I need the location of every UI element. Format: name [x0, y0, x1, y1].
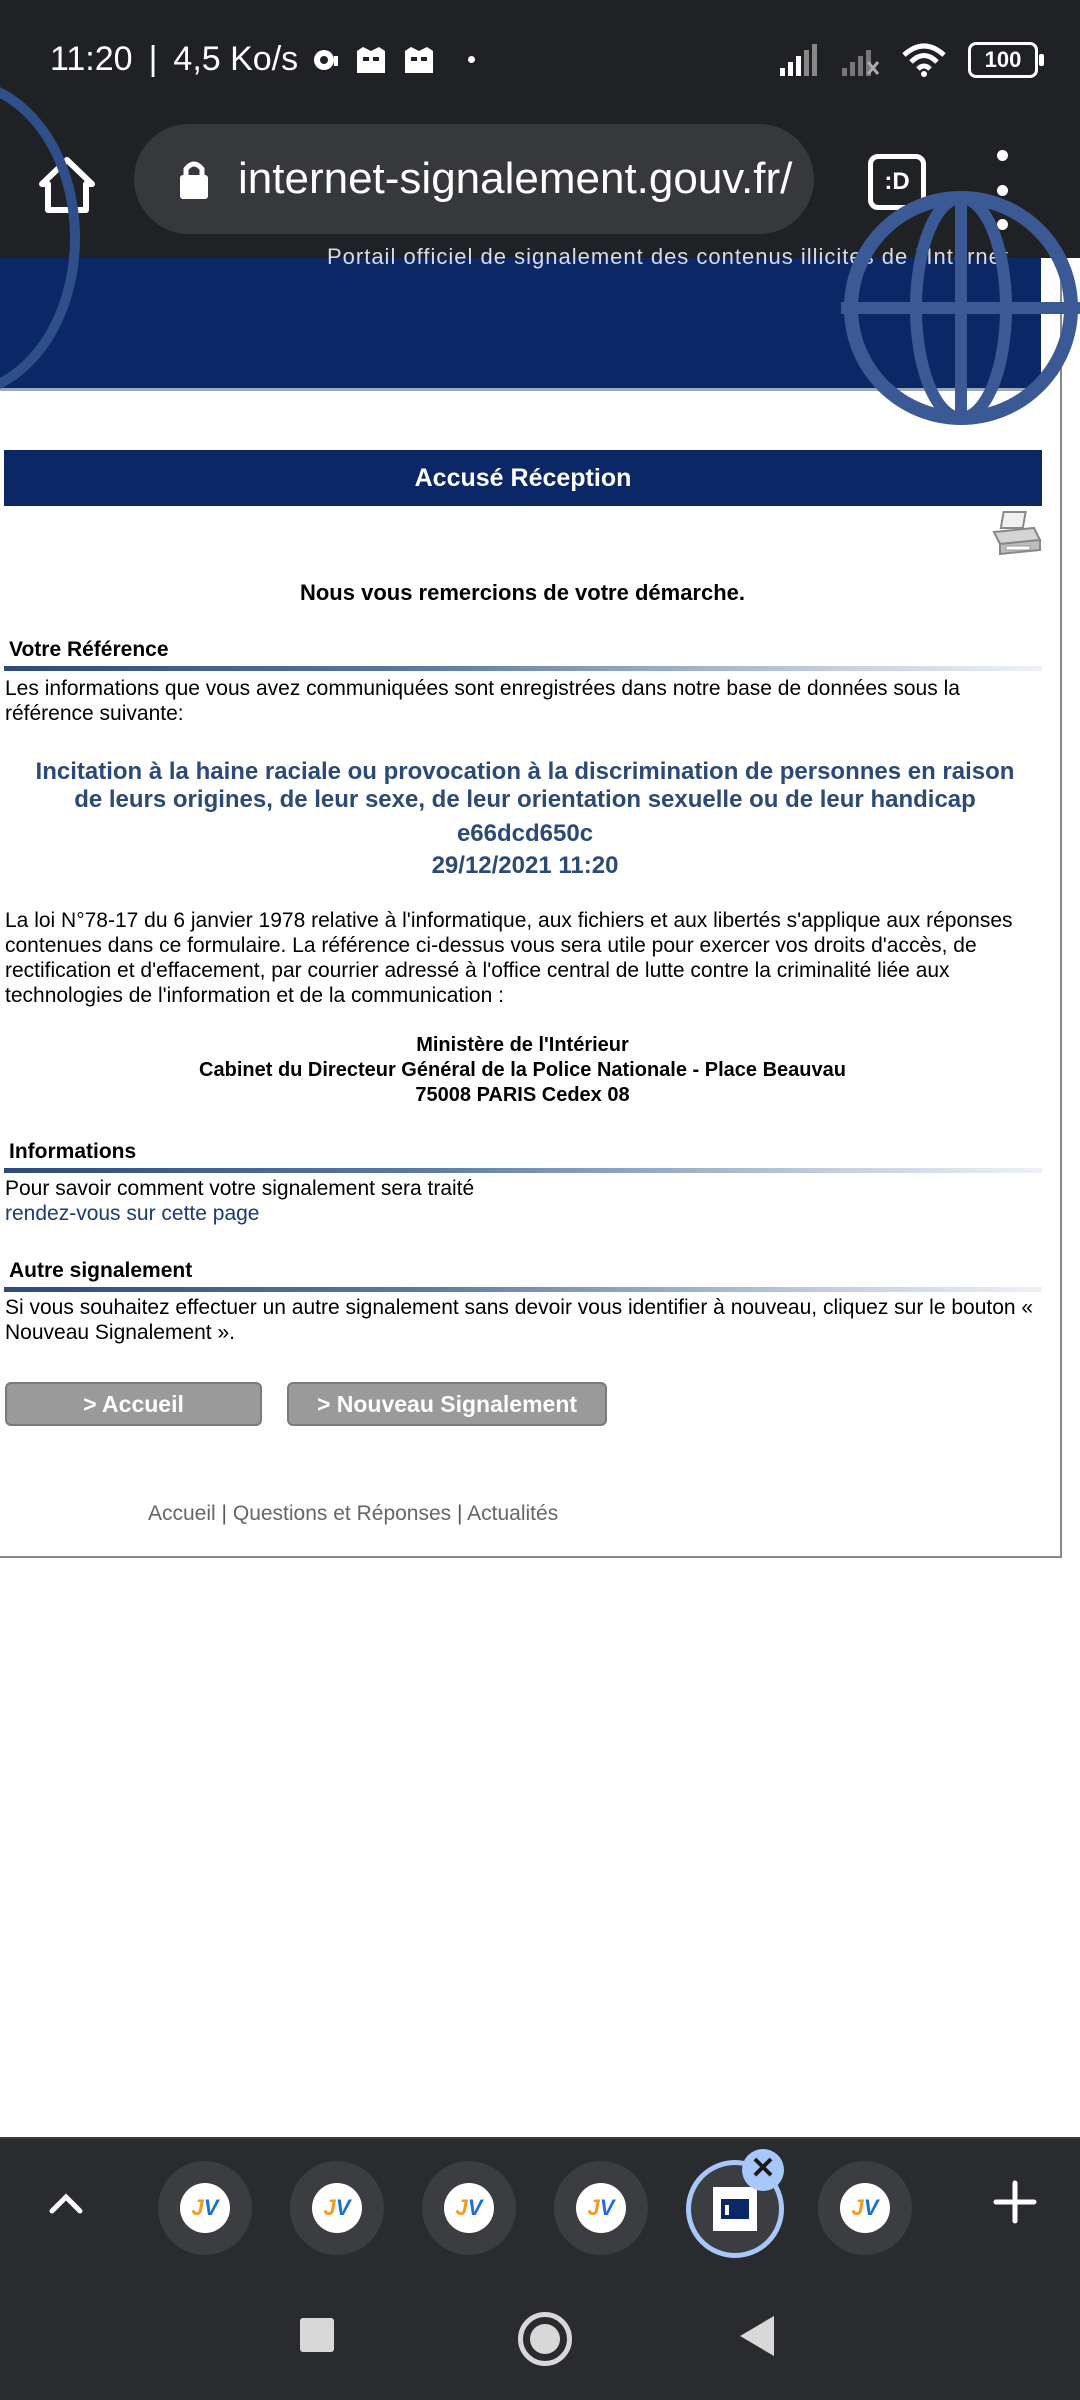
tab-strip: [0, 2137, 1080, 2272]
status-right: [778, 42, 1038, 78]
address-bar[interactable]: [134, 124, 814, 234]
signal-icon: [778, 44, 818, 76]
report-category: Incitation à la haine raciale ou provocation à la discrimination de personnes en raison de leurs origines, de leur sexe, de leur orientation sexuelle ou de leur handicap: [35, 758, 1015, 813]
jv-logo-icon: JV: [444, 2183, 494, 2233]
chevron-up-icon[interactable]: [42, 2179, 90, 2227]
address-line-1: Ministère de l'Intérieur: [416, 1034, 629, 1056]
footer-faq-link[interactable]: Questions et Réponses: [232, 1502, 452, 1525]
jv-logo-icon: JV: [312, 2183, 362, 2233]
tab-switcher-button[interactable]: :D: [868, 154, 926, 210]
informations-heading: Informations: [9, 1140, 137, 1163]
page-title: Accusé Réception: [4, 450, 1042, 506]
thanks-message: Nous vous remercions de votre démarche.: [299, 580, 746, 605]
tab-thumbnail[interactable]: [290, 2161, 384, 2255]
jv-logo-icon: JV: [180, 2183, 230, 2233]
jv-logo-icon: JV: [840, 2183, 890, 2233]
vpn-icon: [312, 46, 340, 74]
autre-text: Si vous souhaitez effectuer un autre signalement sans devoir vous identifier à nouveau, cliquez sur le bouton « Nouveau Signalement ».: [5, 1296, 1034, 1344]
printer-icon[interactable]: [990, 510, 1042, 558]
notification-app-icon-2: [402, 45, 436, 75]
reference-code: e66dcd650c: [456, 820, 594, 847]
autre-heading: Autre signalement: [9, 1259, 193, 1282]
address-line-2: Cabinet du Directeur Général de la Police Nationale - Place Beauvau: [199, 1059, 846, 1081]
site-banner: [0, 244, 1041, 391]
close-tab-icon[interactable]: ✕: [742, 2149, 784, 2191]
banner-tagline: Portail officiel de signalement des contenus illicites de l'Internet: [326, 244, 1009, 269]
notification-app-icon: [354, 45, 388, 75]
home-nav-icon[interactable]: [518, 2312, 572, 2366]
footer-separator: |: [221, 1502, 228, 1525]
status-bar: [0, 0, 1080, 120]
url-text[interactable]: internet-signalement.gouv.fr/: [238, 154, 793, 203]
tab-thumbnail[interactable]: [422, 2161, 516, 2255]
jv-logo-icon: JV: [576, 2183, 626, 2233]
reference-intro: Les informations que vous avez communiquées sont enregistrées dans notre base de données sous la référence suivante:: [5, 677, 960, 725]
section-divider: [4, 1168, 1042, 1173]
informations-link[interactable]: rendez-vous sur cette page: [5, 1202, 260, 1225]
nouveau-signalement-button[interactable]: > Nouveau Signalement: [287, 1382, 607, 1426]
battery-indicator: 100: [968, 42, 1038, 78]
more-notifications-dot: [468, 56, 475, 63]
section-divider: [4, 1287, 1042, 1292]
address-line-3: 75008 PARIS Cedex 08: [415, 1084, 630, 1106]
recents-icon[interactable]: [300, 2318, 334, 2352]
site-favicon-icon: [713, 2187, 757, 2231]
clock: 11:20: [50, 40, 133, 78]
footer-news-link[interactable]: Actualités: [467, 1502, 559, 1525]
reference-datetime: 29/12/2021 11:20: [431, 852, 619, 879]
reference-heading: Votre Référence: [9, 638, 169, 661]
footer-links: [148, 1502, 558, 1526]
tab-thumbnail[interactable]: [554, 2161, 648, 2255]
footer-separator: |: [457, 1502, 463, 1525]
wifi-icon: [902, 43, 946, 77]
lock-icon[interactable]: [170, 155, 218, 203]
status-left: [50, 40, 475, 79]
system-nav-bar: [0, 2272, 1080, 2400]
menu-dot: [997, 185, 1008, 196]
network-speed: 4,5 Ko/s: [173, 40, 299, 78]
web-page: [0, 244, 1062, 1558]
back-icon[interactable]: [740, 2316, 774, 2356]
law-notice: La loi N°78-17 du 6 janvier 1978 relative à l'informatique, aux fichiers et aux libertés s'applique aux réponses contenues dans ce formulaire. La référence ci-dessus vous sera utile pour exercer vos droits d'accès, de rectification et d'effacement, par courrier adressé à l'office central de lutte contre la criminalité liée aux technologies de l'information et de la communication :: [5, 909, 1013, 1007]
accueil-button[interactable]: > Accueil: [5, 1382, 262, 1426]
menu-dot: [997, 150, 1008, 161]
footer-accueil-link[interactable]: Accueil: [148, 1502, 216, 1525]
tab-thumbnail[interactable]: [818, 2161, 912, 2255]
section-divider: [4, 666, 1042, 671]
new-tab-icon[interactable]: [990, 2177, 1040, 2227]
signal-no-service-icon: [840, 44, 880, 76]
tab-thumbnail[interactable]: [158, 2161, 252, 2255]
globe-icon: [801, 198, 1041, 398]
status-separator: |: [148, 40, 158, 78]
informations-text: Pour savoir comment votre signalement sera traité: [5, 1177, 475, 1200]
